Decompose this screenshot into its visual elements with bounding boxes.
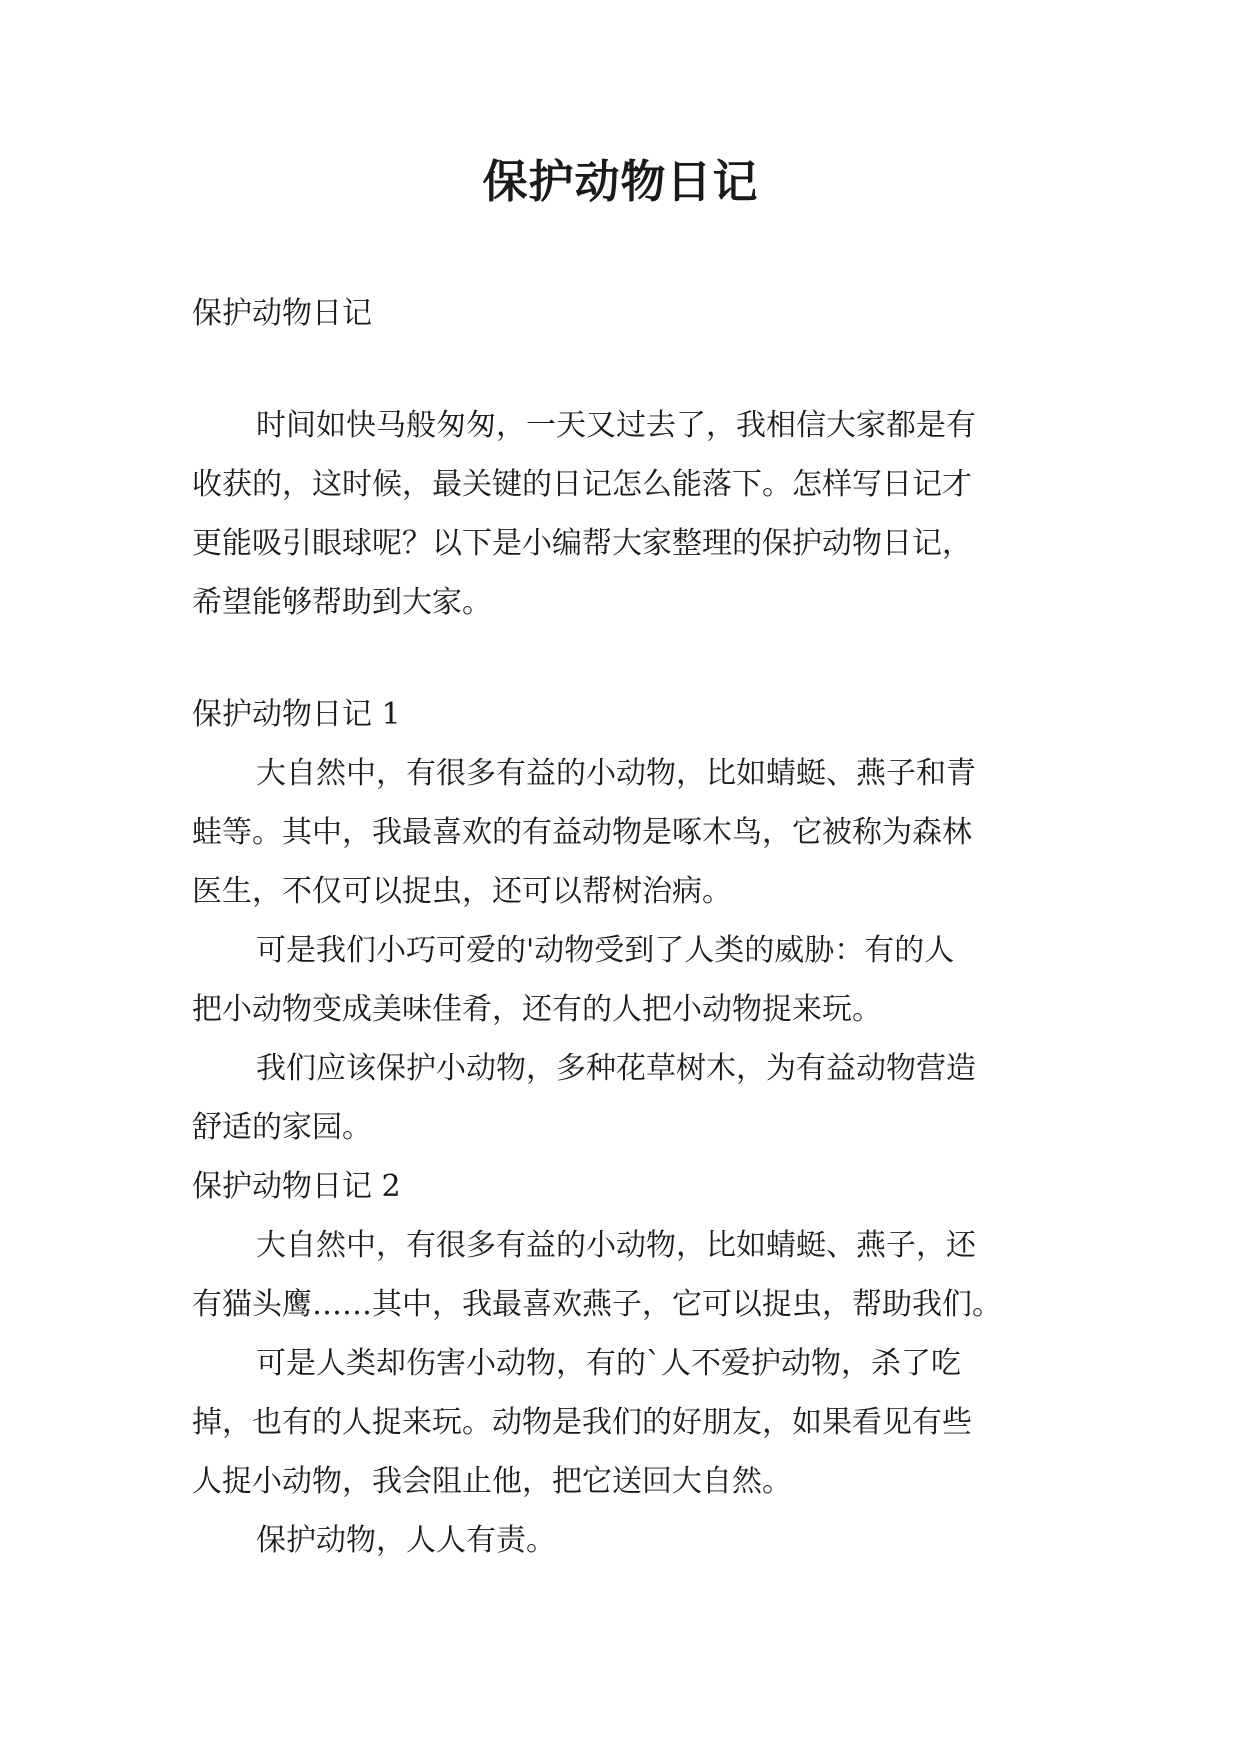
diary-2-line-5: 人捉小动物，我会阻止他，把它送回大自然。: [192, 1464, 792, 1499]
diary-1-line-2: 蛙等。其中，我最喜欢的有益动物是啄木鸟，它被称为森林: [192, 815, 972, 850]
diary-1-line-5: 把小动物变成美味佳肴，还有的人把小动物捉来玩。: [192, 992, 882, 1027]
diary-1-line-4: 可是我们小巧可爱的'动物受到了人类的威胁：有的人: [256, 933, 955, 968]
diary-1-line-1: 大自然中，有很多有益的小动物，比如蜻蜓、燕子和青: [256, 756, 976, 791]
intro-line-4: 希望能够帮助到大家。: [192, 585, 492, 620]
intro-line-2: 收获的，这时候，最关键的日记怎么能落下。怎样写日记才: [192, 467, 972, 502]
diary-2-line-1: 大自然中，有很多有益的小动物，比如蜻蜓、燕子，还: [256, 1228, 976, 1263]
diary-2-line-6: 保护动物，人人有责。: [256, 1523, 556, 1558]
diary-2-heading: 保护动物日记 2: [192, 1169, 401, 1204]
document-title: 保护动物日记: [482, 155, 759, 208]
diary-1-line-6: 我们应该保护小动物，多种花草树木，为有益动物营造: [256, 1051, 976, 1086]
doc-subtitle: 保护动物日记: [192, 296, 372, 331]
intro-line-3: 更能吸引眼球呢？以下是小编帮大家整理的保护动物日记，: [192, 526, 972, 561]
diary-2-line-4: 掉，也有的人捉来玩。动物是我们的好朋友，如果看见有些: [192, 1405, 972, 1440]
diary-2-line-2: 有猫头鹰……其中，我最喜欢燕子，它可以捉虫，帮助我们。: [192, 1287, 1002, 1322]
intro-line-1: 时间如快马般匆匆，一天又过去了，我相信大家都是有: [256, 408, 976, 443]
diary-1-line-3: 医生，不仅可以捉虫，还可以帮树治病。: [192, 874, 732, 909]
diary-2-line-3: 可是人类却伤害小动物，有的`人不爱护动物，杀了吃: [256, 1346, 961, 1381]
diary-1-line-7: 舒适的家园。: [192, 1110, 372, 1145]
diary-1-heading: 保护动物日记 1: [192, 697, 401, 732]
